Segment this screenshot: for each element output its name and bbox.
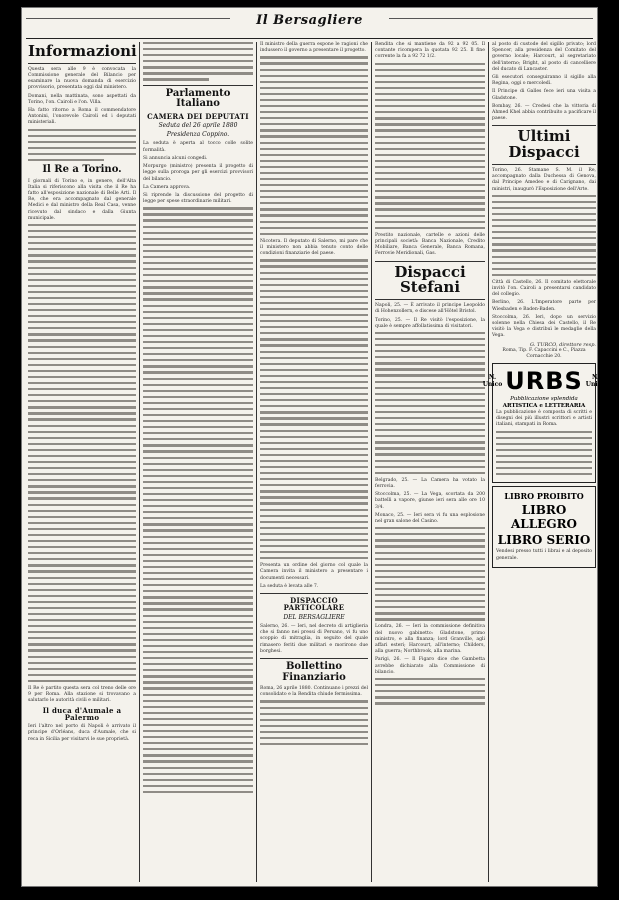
article-paragraph: Parigi, 26. — Il Figaro dice che Gambetta avrebbe dichiarato alla Commissione di bilancio.: [375, 657, 485, 675]
urbs-advertisement: [482, 363, 606, 483]
heading-bollettino: Bollettino Finanziario: [282, 661, 346, 683]
text-filler: [260, 259, 368, 559]
ad-number-left: N. Unico: [482, 374, 503, 389]
article-paragraph: Si riprende la discussione del progetto di legge per spese straordinarie militari.: [143, 192, 253, 205]
divider: [492, 164, 596, 165]
masthead-title: Il Bersagliere: [256, 13, 363, 28]
column-5: [482, 42, 606, 882]
article-paragraph: Torino, 25. — Il Re visitò l'esposizione, la quale è sempre affollatissima di visitatori.: [375, 317, 485, 329]
article-paragraph: Il Re è partito questa sera col treno delle ore 9 per Roma. Alla stazione si trovavano a salutarlo le autorità civili e militari.: [28, 685, 136, 704]
ad2-line2: LIBRO ALLEGRO: [510, 503, 577, 532]
heading-dispaccio-particolare: DISPACCIO PARTICOLARE: [283, 596, 345, 613]
text-filler: [375, 332, 485, 474]
heading-dispaccio-sub: DEL BERSAGLIERE: [283, 613, 345, 621]
article-paragraph: Ieri l'altro nel porto di Napoli è arrivato il principe d'Orléans, duca d'Aumale, che si reca in Sicilia per visitarvi le sue proprietà.: [28, 724, 136, 742]
ad2-text: Vendesi presso tutti i librai e al deposito generale.: [496, 549, 592, 561]
article-paragraph: Prestito nazionale, cartelle e azioni delle principali società: Banca Nazionale, Credito Mobiliare, Banca Generale, Banca Romana, Ferrovie Meridionali, Gas.: [375, 232, 485, 257]
article-paragraph: Berlino, 26. L'Imperatore parte per Wiesbaden e Baden-Baden.: [492, 300, 596, 312]
text-filler: [28, 224, 136, 682]
article-paragraph: Rendita che si mantiene da 92 a 92 05. Il contante ricompera la quotata 92 25. Il fine corrente la fa a 92 72 1/2.: [375, 42, 485, 60]
article-paragraph: La Camera approva.: [143, 184, 191, 190]
article-paragraph: Monaco, 25. — Ieri sera vi fu una esplosione nel gran salone del Casino.: [375, 512, 485, 525]
article-paragraph: Gli esecutori conseguiranno il sigillo alla Regina, oggi o mercoledì.: [492, 75, 596, 87]
article-paragraph: La seduta è aperta al tocco colle solite formalità.: [143, 141, 253, 153]
masthead: [26, 8, 593, 39]
article-paragraph: Stoccolma, 25. — La Vega, scortata da 200 battelli a vapore, giunse ieri sera alle ore 10 3/4.: [375, 492, 485, 510]
article-paragraph: Il Principe di Galles fece ieri una visita a Gladstone.: [492, 89, 596, 101]
ad-tagline: ARTISTICA e LETTERARIA: [502, 403, 586, 410]
divider: [260, 593, 368, 594]
columns: [25, 42, 606, 882]
divider: [375, 261, 485, 262]
ad-subtitle: Pubblicazione splendida: [510, 396, 578, 403]
text-filler: [375, 678, 485, 705]
column-3: [257, 42, 372, 882]
article-paragraph: Roma, 26 aprile 1880. Continuano i prezzi del consolidato e la Rendita chiude fermissima.: [260, 686, 368, 698]
heading-camera: CAMERA DEI DEPUTATI: [147, 111, 249, 121]
article-paragraph: Morpurgo (ministro) presenta il progetto di legge sulla proroga per gli esercizi provvisori del bilancio.: [143, 164, 253, 182]
editor-signature: G. TURCO, direttore resp.: [530, 341, 596, 348]
session-president: Presidenza Coppino.: [166, 131, 230, 139]
article-paragraph: Si annuncia alcuni congedi.: [143, 155, 208, 161]
book-advertisement: [492, 486, 596, 567]
text-filler: [492, 195, 596, 276]
column-2: [140, 42, 257, 882]
ad-number-right: N. Unico: [585, 374, 606, 389]
column-1: [25, 42, 140, 882]
article-paragraph: Stoccolma, 26. Ieri, dopo un servizio solenne nella Chiesa dei Castello, il Re visitò la Vega e distribuì le medaglie della Vega.: [492, 314, 596, 339]
ad2-line3: LIBRO SERIO: [497, 533, 591, 548]
ad2-line1: LIBRO PROIBITO: [504, 491, 584, 502]
text-filler: [375, 527, 485, 620]
divider: [492, 125, 596, 126]
divider: [28, 63, 136, 64]
article-paragraph: Presenta un ordine del giorno col quale la Camera invita il ministero a presentare i documenti necessari.: [260, 563, 368, 581]
article-paragraph: Salerno, 26. — Ieri, nel decreto di artiglieria che si fanno nei pressi di Persano, vi fu uno scoppio di mitraglia, in seguito del quale rimasero feriti due militari e morirono due borghesi.: [260, 624, 368, 654]
article-paragraph: Ha fatto ritorno a Roma il commendatore Antonini, l'onorevole Cairoli ed i deputati ministeriali.: [28, 107, 136, 126]
ad-title: URBS: [505, 367, 583, 396]
session-date: Seduta del 26 aprile 1880: [158, 121, 238, 129]
article-paragraph: Questa sera alle 9 è convocata la Commissione generale del Bilancio per esaminare la nuova domanda di esercizio provvisorio, presentata oggi dal ministero.: [28, 66, 136, 91]
article-paragraph: Bombay, 26. — Credesi che la vittoria di Ahmed Khel abbia contribuito a pacificare il paese.: [492, 103, 596, 122]
divider: [375, 299, 485, 300]
text-filler: [143, 42, 253, 81]
text-filler: [375, 63, 485, 229]
newspaper-page: [22, 8, 606, 886]
heading-ultimi-dispacci: Ultimi Dispacci: [508, 127, 580, 162]
text-filler: [28, 129, 136, 162]
printer-line: Roma, Tip. F. Capaccini e C., Piazza Cornacchie 20.: [502, 347, 586, 359]
article-paragraph: Domani, nella mattinata, sono aspettati da Torino, l'on. Cairoli e l'on. Villa.: [28, 93, 136, 105]
text-filler: [260, 56, 368, 234]
article-paragraph: Nicotera. Il deputato di Salerno, mi pare che il ministero non abbia tenuto conto delle condizioni finanziarie del paese.: [260, 238, 368, 257]
heading-re-a-torino: Il Re a Torino.: [42, 164, 122, 176]
article-paragraph: I giornali di Torino e, in genere, dell'Alta Italia si riferiscono alla visita che il Re ha fatto all'esposizione nazionale di Belle Arti. Il Re, che era accompagnato dal generale Medici e dal ministro della Real Casa, venne ricevuto dal sindaco e dalla Giunta municipale.: [28, 178, 136, 221]
text-filler: [143, 207, 253, 793]
text-filler: [260, 700, 368, 745]
article-paragraph: Londra, 26. — Ieri la commissione definitiva del nuovo gabinetto: Gladstone, primo ministro, e alla finanza; lord Granville, agli affari esteri; Harcourt, all'interno; Childers, alla guerra; Northbrook, alla marina.: [375, 624, 485, 655]
masthead-rule-right: [389, 18, 593, 19]
article-paragraph: Città di Castello, 26. Il comitato elettorale invitò l'on. Cairoli a presentarsi candidato del collegio.: [492, 279, 596, 298]
heading-informazioni: Informazioni: [28, 42, 137, 60]
article-paragraph: Napoli, 25. — È arrivato il principe Leopoldo di Hohenzollern, e discese all'Hôtel Bristol.: [375, 303, 485, 315]
text-filler: [496, 431, 592, 476]
divider: [143, 85, 253, 86]
article-paragraph: Il ministro della guerra espone le ragioni che indussero il governo a presentare il progetto.: [260, 42, 368, 54]
article-paragraph: La seduta è levata alle 7.: [260, 583, 319, 589]
article-paragraph: Torino, 26. Stamane S. M. il Re, accompagnato dalla Duchessa di Genova, dal Principe Amedeo e di Carignano, dai ministri, inaugurò l'Esposizione dell'Arte.: [492, 167, 596, 192]
heading-parlamento: Parlamento Italiano: [165, 87, 231, 110]
column-4: [372, 42, 489, 882]
article-paragraph: al posto di custode del sigillo privato; lord Spencer, alla presidenza del Comitato del governo locale; Harcourt, al segretariato dell'interno; Bright, al posto di cancelliere del ducato di Lancaster.: [492, 42, 596, 72]
article-paragraph: Belgrado, 25. — La Camera ha votato la ferrovia.: [375, 477, 485, 489]
divider: [260, 658, 368, 659]
heading-duca-aumale: Il duca d'Aumale a Palermo: [42, 705, 122, 722]
heading-dispacci-stefani: Dispacci Stefani: [394, 262, 466, 297]
ad-text: La pubblicazione è composta di scritti e disegni dei più illustri scrittori e artisti italiani, stampati in Roma.: [496, 410, 592, 428]
